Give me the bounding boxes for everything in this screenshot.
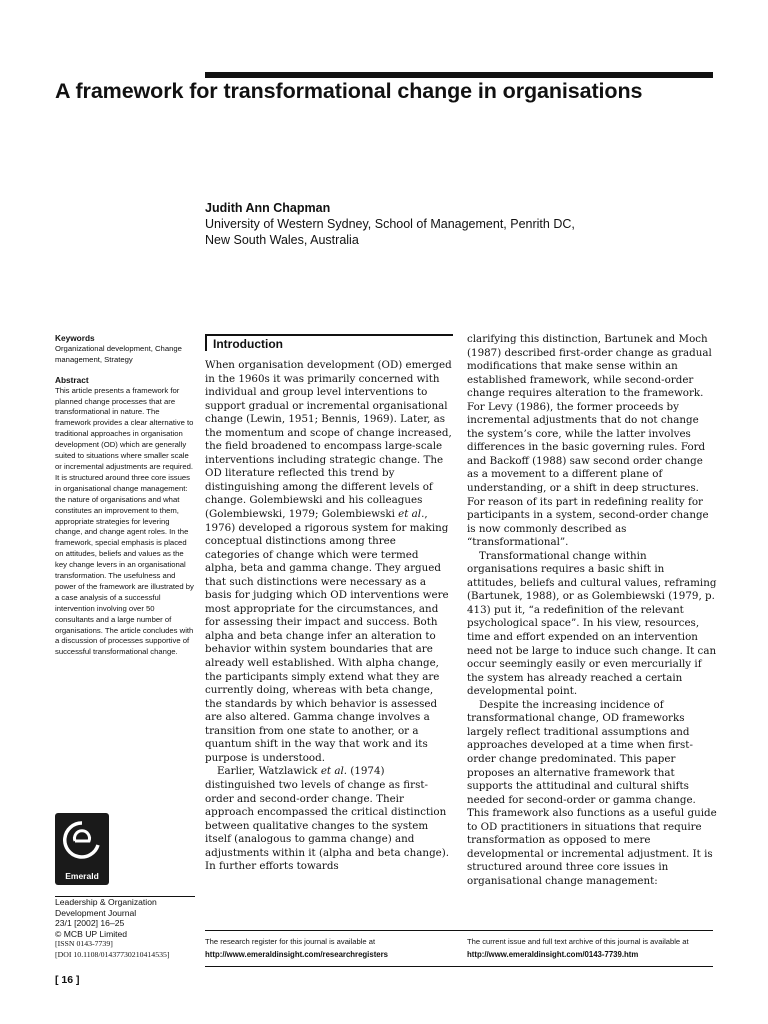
abstract-text: This article presents a framework for planned change processes that are transformational in nature. The framework provides a clear alternative to traditional approaches in organisation development (OD) which are generally suited to situations where smaller scale or incremental adjustments are required. It is structured around three core issues in organisational change management: the nature of organisations and what constitutes an improvement to them, appropriate strategies for levering change, and change agent roles. In the framework, special emphasis is placed on attitudes, beliefs and values as the key change levers in an organisational transformation. The usefulness and power of the framework are illustrated by a case analysis of a successful intervention involving over 50 consultants and a large number of organisations. The article concludes with a discussion of processes supportive of successful transformational change. <box>55 385 194 657</box>
paragraph: Despite the increasing incidence of transformational change, OD frameworks largely reflect traditional assumptions and approaches developed at a time when first-order change predominated. This paper proposes an alternative framework that supports the attitudinal and cultural shifts needed for second-order or gamma change. This framework also functions as a useful guide to OD practitioners in situations that require transformation as opposed to mere developmental or incremental adjustment. It is structured around three core issues in organisational change management: <box>467 698 717 887</box>
keywords-text: Organizational development, Change management, Strategy <box>55 343 182 364</box>
footnote-research-register: The research register for this journal is available at http://www.emeraldinsight.com/researchregisters <box>205 935 455 961</box>
footnote-rule <box>205 930 713 931</box>
body-column-2 <box>467 333 717 888</box>
journal-line2: Development Journal <box>55 907 137 918</box>
paragraph: Transformational change within organisations requires a basic shift in attitudes, beliefs and cultural values, reframing (Bartunek, 1988), or as Golembiewski (1979, p. 413) put it, “a redefinition of the relevant psychological space”. In his view, resources, time and effort expended on an intervention need not be large to induce such change. It can occur seemingly easily or even mercurially if the system has already reached a certain developmental point. <box>467 549 717 698</box>
emerald-logo-label: Emerald <box>65 871 99 881</box>
journal-line4: © MCB UP Limited <box>55 928 128 939</box>
research-register-link[interactable]: http://www.emeraldinsight.com/researchregisters <box>205 950 388 959</box>
author-affiliation-line1: University of Western Sydney, School of Management, Penrith DC, <box>205 217 575 231</box>
footnote-bottom-rule <box>205 966 713 967</box>
author-block <box>205 200 725 248</box>
journal-line3: 23/1 [2002] 16–25 <box>55 918 125 929</box>
archive-link[interactable]: http://www.emeraldinsight.com/0143-7739.htm <box>467 950 639 959</box>
emerald-logo <box>55 813 109 885</box>
section-heading-introduction: Introduction <box>205 334 453 351</box>
journal-info <box>55 897 200 961</box>
paragraph: Earlier, Watzlawick et al. (1974) distinguished two levels of change as first-order and second-order change. Their approach encompassed the critical distinction between qualitative changes to the system itself (analogous to gamma change) and adjustments within it (alpha and beta change). In further efforts towards <box>205 765 450 873</box>
journal-line1: Leadership & Organization <box>55 897 157 907</box>
journal-issn: [ISSN 0143-7739] <box>55 939 113 949</box>
paragraph: clarifying this distinction, Bartunek and Moch (1987) described first-order change as gradual modifications that make sense within an established framework, while second-order change requires alteration to the framework. For Levy (1986), the former proceeds by incremental adjustments that do not change the system’s core, while the latter involves differences in the basic governing rules. Ford and Backoff (1988) saw second order change as a movement to a different plane of understanding, or a shift in deep structures. For reason of its part in redefining reality for participants in a system, second-order change is now commonly described as “transformational”. <box>467 333 712 549</box>
page-number: [ 16 ] <box>55 974 80 986</box>
emerald-logo-mark <box>63 819 101 865</box>
author-affiliation-line2: New South Wales, Australia <box>205 233 359 247</box>
paragraph: When organisation development (OD) emerged in the 1960s it was primarily concerned with individual and group level interventions to support gradual or incremental organisational change (Lewin, 1951; Bennis, 1969). Later, as the momentum and scope of change increased, the field broadened to encompass large-scale interventions including strategic change. The OD literature reflected this trend by distinguishing among the different levels of change. Golembiewski and his colleagues (Golembiewski, 1979; Golembiewski et al., 1976) developed a rigorous system for making conceptual distinctions among three categories of change which were termed alpha, beta and gamma change. They argued that such distinctions were necessary as a basis for judging which OD interventions were most appropriate for the circumstances, and for assessing their impact and success. Both alpha and beta change infer an alteration to behavior within system boundaries that are already well established. With alpha change, the participants simply extend what they are currently doing, whereas with beta change, the standards by which behavior is assessed are also altered. Gamma change involves a transition from one state to another, or a quantum shift in the way that work and its purpose is understood. <box>205 359 452 764</box>
author-name: Judith Ann Chapman <box>205 201 331 215</box>
keywords-heading: Keywords <box>55 333 95 343</box>
footnote-full-text-archive: The current issue and full text archive of this journal is available at http://www.emeraldinsight.com/0143-7739.htm <box>467 935 717 961</box>
sidebar <box>55 333 195 658</box>
article-title: A framework for transformational change in organisations <box>55 79 643 103</box>
body-column-1 <box>205 359 453 874</box>
abstract-heading: Abstract <box>55 374 89 385</box>
journal-doi: [DOI 10.1108/01437730210414535] <box>55 949 170 959</box>
